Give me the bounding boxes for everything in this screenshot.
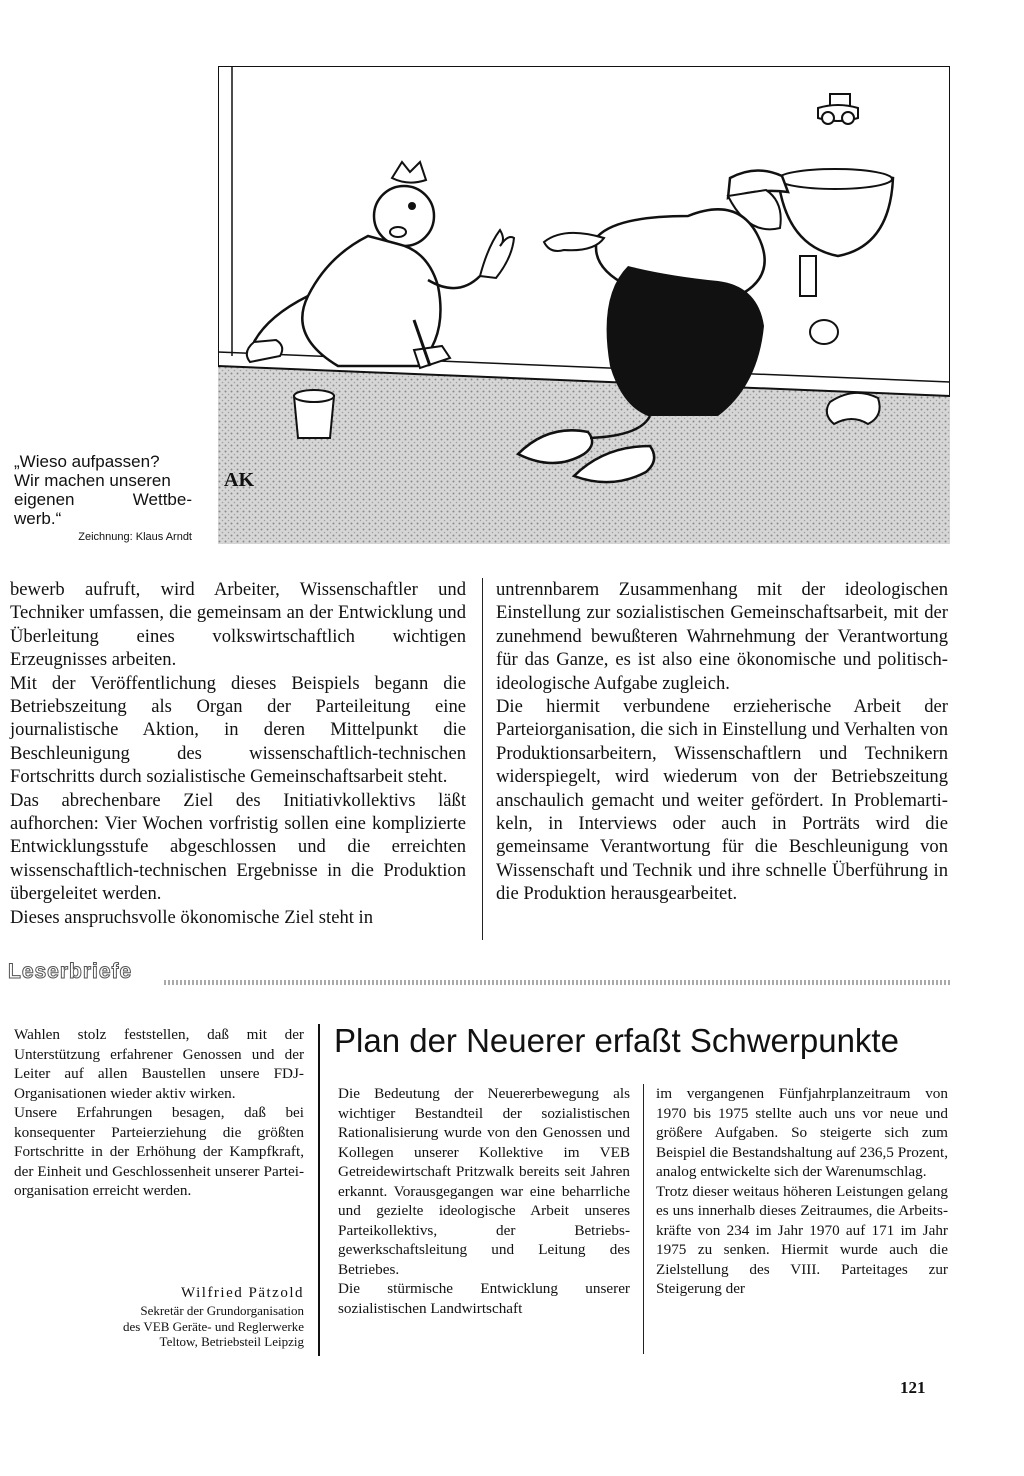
paragraph: Trotz dieser weitaus höheren Leistungen gelang es uns innerhalb dieses Zeitraumes, die Arbeitskräfte von 234 im Jahr 1970 auf 171 im Jahr 1975 zu senken. Hiermit wurde auch die Zielstellung des VIII. Parteitages zur Steigerung der [656, 1182, 948, 1297]
caption-line: „Wieso aufpassen? [14, 452, 160, 471]
cartoon-illustration [218, 66, 950, 544]
paragraph: Wahlen stolz feststellen, daß mit der Unterstützung erfahrener Genossen und der Leiter auf allen Baustellen unsere FDJ-Organisationen wieder aktiv wirken. [14, 1026, 304, 1102]
paragraph: im vergangenen Fünfjahrplanzeitraum von 1970 bis 1975 stellte auch uns vor neue und größere Aufgaben. So steigerte sich zum Beispiel die Bestandshaltung auf 236,5 Prozent, analog entwickelte sich der Warenumschlag. [656, 1085, 948, 1180]
drawing-credit: Zeichnung: Klaus Arndt [78, 531, 192, 543]
paragraph: Dieses anspruchsvolle ökonomische Ziel steht in [10, 906, 374, 928]
caption-line: Wir machen unseren [14, 471, 171, 490]
paragraph: Die stürmische Entwicklung unserer sozialistischen Landwirtschaft [338, 1280, 630, 1317]
role-line: Sekretär der Grundorganisation [140, 1303, 304, 1318]
article-left-column [338, 1084, 630, 1318]
paragraph: Unsere Erfahrungen besagen, daß bei konsequenter Parteierziehung die größten Fortschritte in der Erhöhung der Kampfkraft, der Einheit und Geschlossenheit unserer Parteiorganisation erreicht werden. [14, 1104, 304, 1199]
paragraph: Das abrechenbare Ziel des Initiativkollektivs läßt aufhorchen: Vier Wochen vorfristig sollen eine komplizierte Entwicklungsstufe abgeschlossen und die erreichten wissenschaftlich-technischen Ergebnisse in die Produktion übergeleitet werden. [10, 789, 466, 905]
paragraph: Die hiermit verbundene erzieherische Arbeit der Parteiorganisation, die sich in Einstellung und Verhalten von Produktionsarbeitern, Wissenschaftlern und Technikern widerspiegelt, wird wiederum von der Betriebszeitung anschaulich gemacht und weiter gefördert. In Problemartikeln, in Interviews oder auch in Porträts wird die gemeinsame Verantwortung für die Beschleunigung von Wissenschaft und Technik und ihre schnelle Überführung in die Produktion herausgearbeitet. [496, 696, 948, 905]
caption-quote [14, 452, 192, 528]
section-header [8, 960, 950, 990]
column-divider [643, 1084, 644, 1354]
paragraph: Mit der Veröffentlichung dieses Beispiels begann die Betriebszeitung als Organ der Parteileitung eine journalistische Aktion, in deren Mittelpunkt die Beschleunigung des wissenschaftlich-technischen Fortschritts durch sozialistische Gemeinschaftsarbeit steht. [10, 672, 466, 788]
role-line: Teltow, Betriebsteil Leipzig [159, 1334, 304, 1349]
paragraph: bewerb aufruft, wird Arbeiter, Wissenschaftler und Techniker umfassen, die gemeinsam an der Entwicklung und Überleitung eines volkswirtschaftlich wichtigen Erzeugnisses arbeiten. [10, 579, 466, 671]
section-label: Leserbriefe [8, 960, 133, 983]
author-role [20, 1303, 304, 1350]
caption-line: werb.“ [14, 509, 62, 528]
paragraph: Die Bedeutung der Neuererbewegung als wichtiger Bestandteil der sozialistischen Rationalisierung wurde von den Genossen und Kollegen unserer Kollektive im VEB Getreidewirtschaft Pritzwalk bereits seit Jahren erkannt. Vorausgegangen war eine beharrliche und gezielte ideologische Arbeit unseres Parteikollektivs, der Betriebsgewerkschaftsleitung und Leitung des Betriebes. [338, 1085, 630, 1278]
article-headline: Plan der Neuerer erfaßt Schwerpunkte [334, 1022, 899, 1059]
letter-signature [20, 1283, 304, 1350]
top-article-left-column [10, 578, 466, 929]
top-article-right-column [496, 578, 948, 906]
article-border [318, 1024, 320, 1356]
artist-signature: AK [224, 469, 254, 491]
page-number: 121 [900, 1378, 926, 1397]
paragraph: untrennbarem Zusammenhang mit der ideologischen Einstellung zur sozialistischen Gemeinschaftsarbeit, mit der zunehmend bewußteren Wahrnehmung der Verantwortung für das Ganze, es ist also eine ökonomische und politisch-ideologische Aufgabe zugleich. [496, 579, 948, 694]
column-divider [482, 578, 483, 940]
article-right-column [656, 1084, 948, 1299]
role-line: des VEB Geräte- und Reglerwerke [123, 1318, 304, 1334]
section-rule [164, 980, 950, 985]
reader-letter [14, 1025, 304, 1201]
caption-line: eigenen Wettbe- [14, 490, 192, 509]
author-name: Wilfried Pätzold [181, 1285, 304, 1301]
cartoon-caption [14, 452, 192, 543]
